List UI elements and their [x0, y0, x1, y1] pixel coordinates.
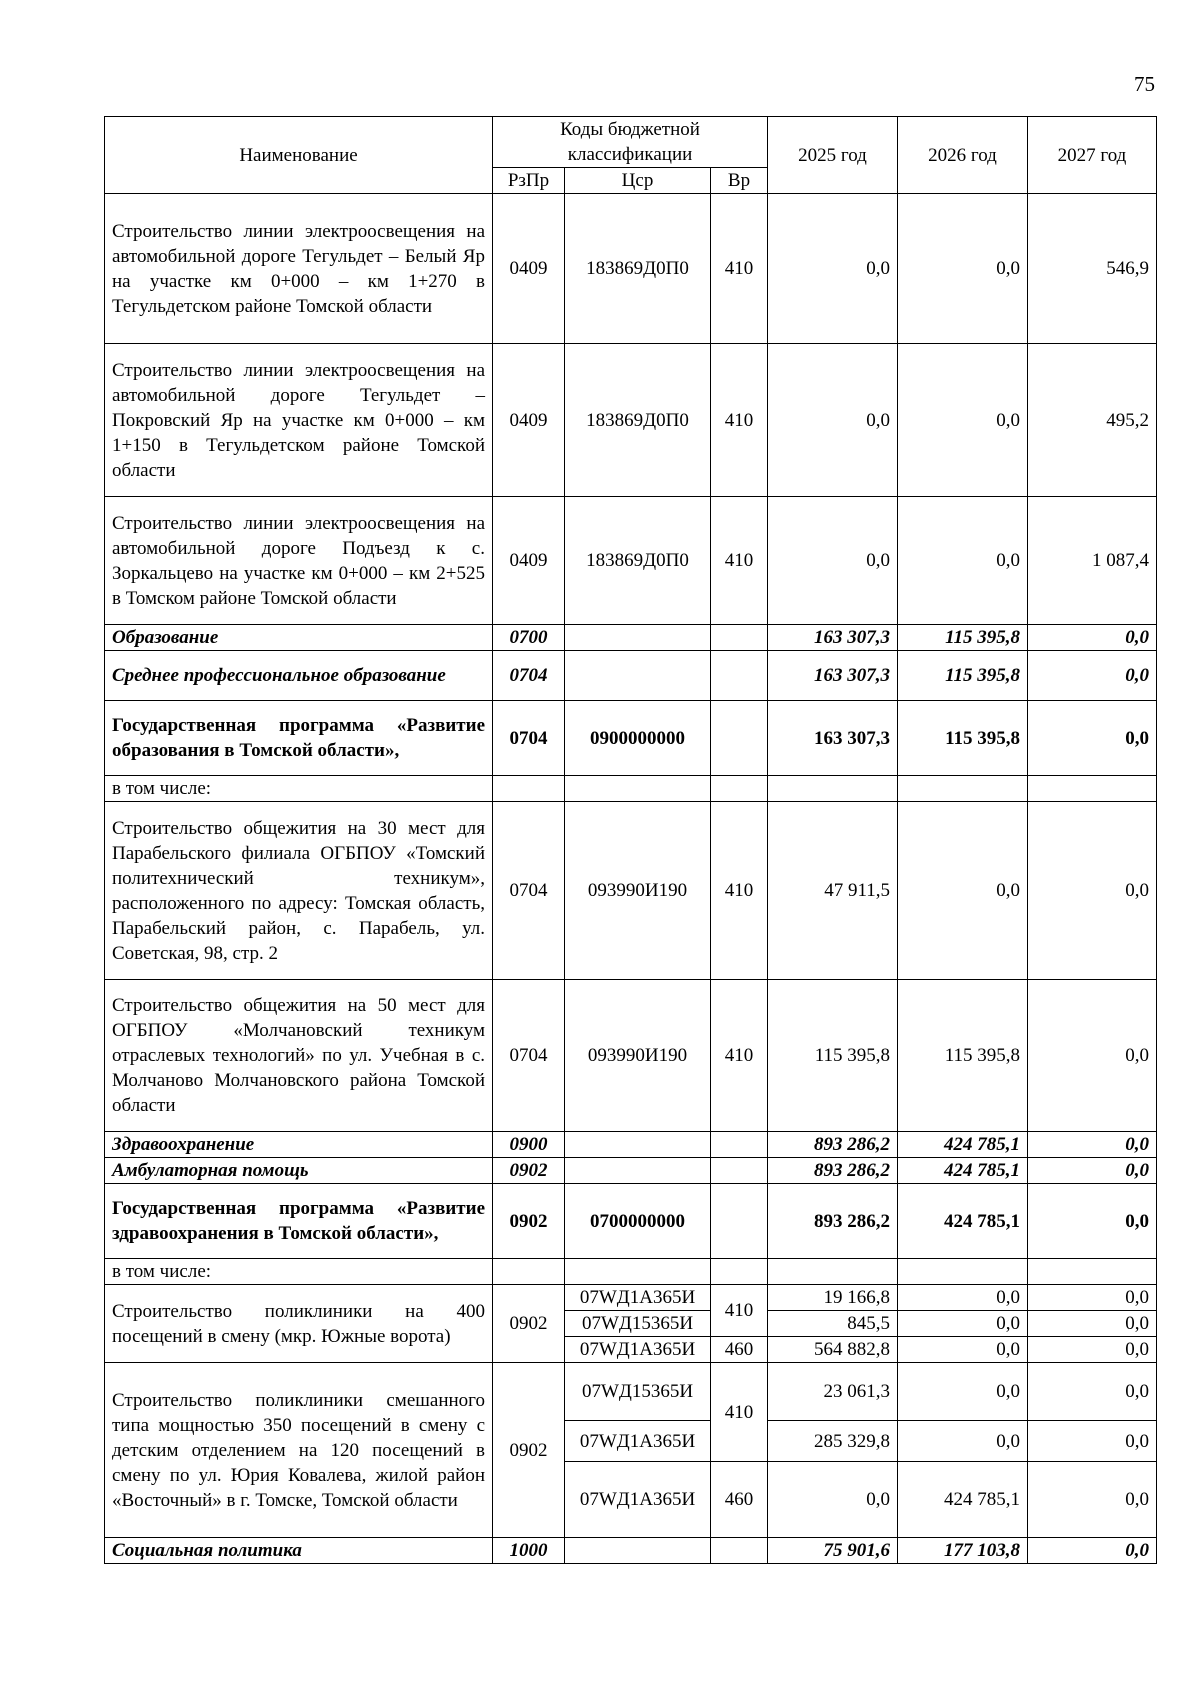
table-row	[105, 194, 1157, 344]
header-2025: 2025 год	[768, 117, 898, 194]
row-csr: 07WД1А365И	[565, 1462, 711, 1538]
row-csr	[565, 625, 711, 651]
row-2025: 0,0	[768, 497, 898, 625]
row-2026: 0,0	[898, 497, 1028, 625]
table-row	[105, 344, 1157, 497]
row-rzpr: 0704	[493, 701, 565, 776]
row-csr: 07WД15365И	[565, 1311, 711, 1337]
row-name: Амбулаторная помощь	[105, 1158, 493, 1184]
header-codes: Коды бюджетной классификации	[493, 117, 768, 168]
row-rzpr: 0700	[493, 625, 565, 651]
empty-cell	[493, 776, 565, 802]
row-csr: 093990И190	[565, 980, 711, 1132]
row-vr: 410	[711, 1285, 768, 1337]
row-name: Образование	[105, 625, 493, 651]
row-2027: 0,0	[1028, 625, 1157, 651]
row-rzpr: 0409	[493, 194, 565, 344]
table-row	[105, 776, 1157, 802]
row-2025: 893 286,2	[768, 1132, 898, 1158]
row-csr: 183869Д0П0	[565, 497, 711, 625]
row-2025: 163 307,3	[768, 651, 898, 701]
empty-cell	[493, 1259, 565, 1285]
row-2025: 0,0	[768, 194, 898, 344]
row-2026: 424 785,1	[898, 1132, 1028, 1158]
table-row	[105, 980, 1157, 1132]
row-2027: 0,0	[1028, 980, 1157, 1132]
program-row	[105, 701, 1157, 776]
row-2026: 115 395,8	[898, 701, 1028, 776]
row-2025: 163 307,3	[768, 625, 898, 651]
row-2025: 845,5	[768, 1311, 898, 1337]
row-name: Государственная программа «Развитие образования в Томской области»,	[105, 701, 493, 776]
row-csr	[565, 1132, 711, 1158]
budget-table	[104, 116, 1157, 1564]
row-name: Социальная политика	[105, 1538, 493, 1564]
row-name: Здравоохранение	[105, 1132, 493, 1158]
row-vr	[711, 1184, 768, 1259]
empty-cell	[711, 1259, 768, 1285]
empty-cell	[768, 776, 898, 802]
row-2026: 0,0	[898, 194, 1028, 344]
row-csr: 183869Д0П0	[565, 344, 711, 497]
row-rzpr: 0900	[493, 1132, 565, 1158]
row-2027: 1 087,4	[1028, 497, 1157, 625]
row-rzpr: 0409	[493, 344, 565, 497]
header-csr: Цср	[565, 168, 711, 194]
row-name: Государственная программа «Развитие здравоохранения в Томской области»,	[105, 1184, 493, 1259]
row-2026: 0,0	[898, 1421, 1028, 1462]
row-2026: 115 395,8	[898, 625, 1028, 651]
row-2026: 0,0	[898, 1311, 1028, 1337]
row-2026: 0,0	[898, 1337, 1028, 1363]
row-name: Среднее профессиональное образование	[105, 651, 493, 701]
row-2026: 115 395,8	[898, 651, 1028, 701]
row-name: в том числе:	[105, 1259, 493, 1285]
empty-cell	[1028, 1259, 1157, 1285]
empty-cell	[768, 1259, 898, 1285]
table-row	[105, 1363, 1157, 1421]
row-vr	[711, 701, 768, 776]
empty-cell	[898, 1259, 1028, 1285]
row-2025: 0,0	[768, 344, 898, 497]
row-vr: 410	[711, 194, 768, 344]
row-vr	[711, 1132, 768, 1158]
row-2027: 495,2	[1028, 344, 1157, 497]
row-csr: 183869Д0П0	[565, 194, 711, 344]
empty-cell	[711, 776, 768, 802]
row-rzpr: 0902	[493, 1285, 565, 1363]
row-2025: 163 307,3	[768, 701, 898, 776]
row-2027: 0,0	[1028, 1363, 1157, 1421]
header-2026: 2026 год	[898, 117, 1028, 194]
row-2027: 0,0	[1028, 1462, 1157, 1538]
row-2025: 893 286,2	[768, 1158, 898, 1184]
section-row	[105, 1538, 1157, 1564]
row-csr: 07WД15365И	[565, 1363, 711, 1421]
row-2027: 0,0	[1028, 701, 1157, 776]
row-name: Строительство поликлиники на 400 посещений в смену (мкр. Южные ворота)	[105, 1285, 493, 1363]
row-2027: 0,0	[1028, 1311, 1157, 1337]
row-vr: 460	[711, 1462, 768, 1538]
row-vr: 410	[711, 344, 768, 497]
row-rzpr: 0704	[493, 651, 565, 701]
row-vr: 410	[711, 1363, 768, 1462]
row-csr: 07WД1А365И	[565, 1285, 711, 1311]
row-2025: 0,0	[768, 1462, 898, 1538]
row-rzpr: 0704	[493, 802, 565, 980]
row-2027: 0,0	[1028, 651, 1157, 701]
empty-cell	[565, 1259, 711, 1285]
row-2025: 564 882,8	[768, 1337, 898, 1363]
row-rzpr: 0704	[493, 980, 565, 1132]
row-2026: 0,0	[898, 344, 1028, 497]
empty-cell	[1028, 776, 1157, 802]
row-2027: 546,9	[1028, 194, 1157, 344]
row-2025: 19 166,8	[768, 1285, 898, 1311]
row-2025: 75 901,6	[768, 1538, 898, 1564]
section-row	[105, 625, 1157, 651]
table-row	[105, 1259, 1157, 1285]
header-2027: 2027 год	[1028, 117, 1157, 194]
row-2026: 424 785,1	[898, 1462, 1028, 1538]
row-name: Строительство общежития на 50 мест для ОГБПОУ «Молчановский техникум отраслевых технологий» по ул. Учебная в с. Молчаново Молчановского района Томской области	[105, 980, 493, 1132]
table-row	[105, 1285, 1157, 1311]
row-rzpr: 0902	[493, 1363, 565, 1538]
row-2025: 893 286,2	[768, 1184, 898, 1259]
row-2027: 0,0	[1028, 1337, 1157, 1363]
empty-cell	[898, 776, 1028, 802]
row-2027: 0,0	[1028, 1421, 1157, 1462]
row-2025: 115 395,8	[768, 980, 898, 1132]
row-2027: 0,0	[1028, 1538, 1157, 1564]
section-row	[105, 651, 1157, 701]
row-2025: 47 911,5	[768, 802, 898, 980]
row-rzpr: 0902	[493, 1184, 565, 1259]
row-2025: 23 061,3	[768, 1363, 898, 1421]
row-name: Строительство поликлиники смешанного типа мощностью 350 посещений в смену с детским отделением на 120 посещений в смену по ул. Юрия Ковалева, жилой район «Восточный» в г. Томске, Томской области	[105, 1363, 493, 1538]
row-vr	[711, 1158, 768, 1184]
row-vr: 410	[711, 802, 768, 980]
section-row	[105, 1158, 1157, 1184]
row-csr: 093990И190	[565, 802, 711, 980]
program-row	[105, 1184, 1157, 1259]
row-2026: 0,0	[898, 802, 1028, 980]
row-csr: 07WД1А365И	[565, 1337, 711, 1363]
row-name: Строительство линии электроосвещения на автомобильной дороге Тегульдет – Белый Яр на участке км 0+000 – км 1+270 в Тегульдетском районе Томской области	[105, 194, 493, 344]
row-vr: 410	[711, 980, 768, 1132]
row-vr	[711, 625, 768, 651]
header-rzpr: РзПр	[493, 168, 565, 194]
row-2027: 0,0	[1028, 1158, 1157, 1184]
table-row	[105, 497, 1157, 625]
row-csr: 0700000000	[565, 1184, 711, 1259]
section-row	[105, 1132, 1157, 1158]
row-csr	[565, 1158, 711, 1184]
header-name: Наименование	[105, 117, 493, 194]
row-name: Строительство общежития на 30 мест для Парабельского филиала ОГБПОУ «Томский политехнический техникум», расположенного по адресу: Томская область, Парабельский район, с. Парабель, ул. Советская, 98, стр. 2	[105, 802, 493, 980]
row-2026: 177 103,8	[898, 1538, 1028, 1564]
page-number: 75	[1134, 72, 1155, 96]
row-vr	[711, 651, 768, 701]
row-vr	[711, 1538, 768, 1564]
row-vr: 460	[711, 1337, 768, 1363]
row-vr: 410	[711, 497, 768, 625]
row-2026: 115 395,8	[898, 980, 1028, 1132]
empty-cell	[565, 776, 711, 802]
row-2027: 0,0	[1028, 1285, 1157, 1311]
row-2027: 0,0	[1028, 1132, 1157, 1158]
row-rzpr: 1000	[493, 1538, 565, 1564]
row-csr	[565, 651, 711, 701]
row-2026: 0,0	[898, 1285, 1028, 1311]
table-row	[105, 802, 1157, 980]
row-rzpr: 0902	[493, 1158, 565, 1184]
row-2027: 0,0	[1028, 802, 1157, 980]
header-vr: Вр	[711, 168, 768, 194]
row-csr: 07WД1А365И	[565, 1421, 711, 1462]
row-name: в том числе:	[105, 776, 493, 802]
row-2027: 0,0	[1028, 1184, 1157, 1259]
row-2026: 424 785,1	[898, 1158, 1028, 1184]
row-2026: 0,0	[898, 1363, 1028, 1421]
row-rzpr: 0409	[493, 497, 565, 625]
row-name: Строительство линии электроосвещения на автомобильной дороге Тегульдет – Покровский Яр на участке км 0+000 – км 1+150 в Тегульдетском районе Томской области	[105, 344, 493, 497]
row-csr: 0900000000	[565, 701, 711, 776]
row-2026: 424 785,1	[898, 1184, 1028, 1259]
row-2025: 285 329,8	[768, 1421, 898, 1462]
row-name: Строительство линии электроосвещения на автомобильной дороге Подъезд к с. Зоркальцево на участке км 0+000 – км 2+525 в Томском районе Томской области	[105, 497, 493, 625]
row-csr	[565, 1538, 711, 1564]
